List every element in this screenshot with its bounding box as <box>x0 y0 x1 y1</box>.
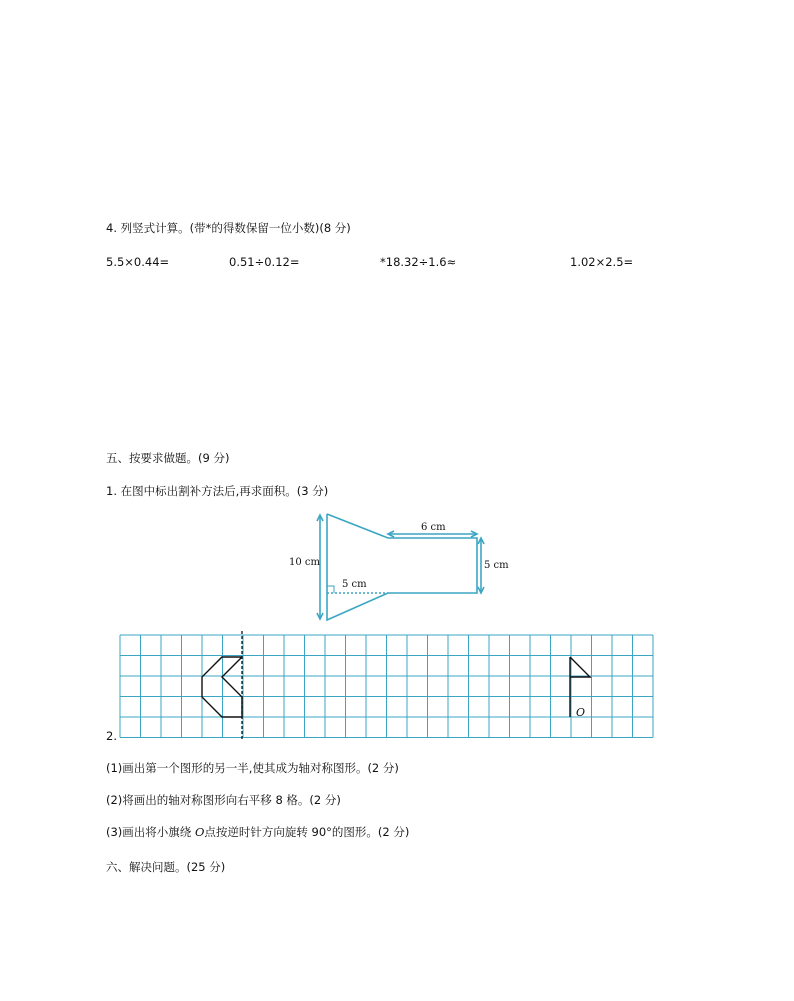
sub-question-3-part-b: 点按逆时针方向旋转 90°的图形。(2 分) <box>204 825 410 839</box>
calc-problem-3: *18.32÷1.6≈ <box>380 255 457 269</box>
label-10cm: 10 cm <box>289 557 320 568</box>
label-6cm: 6 cm <box>421 522 446 533</box>
sub-question-3-point: O <box>194 825 205 839</box>
section5-heading: 五、按要求做题。(9 分) <box>106 451 230 465</box>
question-1: 1. 在图中标出割补方法后,再求面积。(3 分) <box>106 484 329 498</box>
sub-question-1: (1)画出第一个图形的另一半,使其成为轴对称图形。(2 分) <box>106 761 399 775</box>
label-5cm-right: 5 cm <box>484 560 509 571</box>
label-5cm-bottom: 5 cm <box>342 579 367 590</box>
section6-heading: 六、解决问题。(25 分) <box>106 860 226 874</box>
question-2-number: 2. <box>106 729 117 743</box>
sub-question-3 <box>106 825 409 839</box>
section4-heading: 4. 列竖式计算。(带*的得数保留一位小数)(8 分) <box>106 221 351 235</box>
flag-triangle <box>570 657 590 677</box>
sub-question-2: (2)将画出的轴对称图形向右平移 8 格。(2 分) <box>106 793 341 807</box>
sub-question-3-part-a: (3)画出将小旗绕 <box>106 825 195 839</box>
point-o-label: O <box>576 706 586 719</box>
calc-problem-1: 5.5×0.44= <box>106 255 170 269</box>
calc-problem-2: 0.51÷0.12= <box>229 255 300 269</box>
calc-problem-4: 1.02×2.5= <box>570 255 634 269</box>
